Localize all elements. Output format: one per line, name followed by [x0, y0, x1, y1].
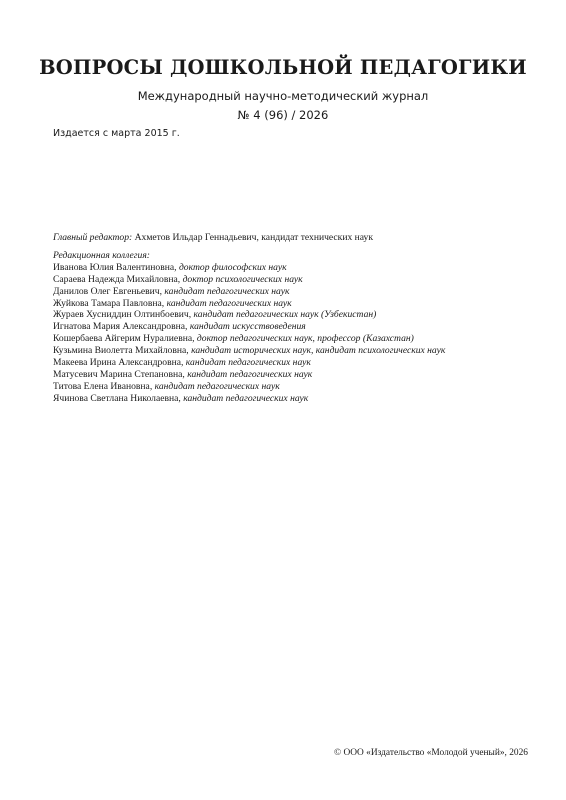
chief-editor-value: Ахметов Ильдар Геннадьевич, кандидат технических наук — [132, 232, 374, 243]
board-member — [53, 309, 523, 321]
member-name: Кузьмина Виолетта Михайловна, — [53, 345, 192, 357]
member-degree: кандидат педагогических наук — [185, 357, 311, 369]
board-member — [53, 333, 523, 345]
board-member — [53, 381, 523, 393]
member-name: Жуйкова Тамара Павловна, — [53, 297, 167, 309]
member-name: Макеева Ирина Александровна, — [53, 357, 186, 369]
board-member — [53, 298, 523, 310]
member-degree: доктор психологических наук — [182, 273, 303, 285]
member-degree: кандидат педагогических наук (Узбекистан) — [193, 309, 377, 321]
board-member — [53, 369, 523, 381]
board-member — [53, 345, 523, 357]
chief-editor — [53, 232, 523, 244]
board-member — [53, 357, 523, 369]
member-degree: кандидат искусствоведения — [189, 321, 306, 333]
member-degree: кандидат педагогических наук — [164, 285, 290, 297]
board-member — [53, 262, 523, 274]
chief-editor-label: Главный редактор: — [53, 232, 133, 243]
editorial-board-heading: Редакционная коллегия: — [53, 249, 150, 261]
board-member — [53, 286, 523, 298]
member-name: Игнатова Мария Александровна, — [53, 321, 190, 333]
issue-number: № 4 (96) / 2026 — [237, 108, 329, 122]
copyright-notice: © ООО «Издательство «Молодой ученый», 2026 — [334, 748, 528, 758]
editorial-section — [53, 232, 523, 405]
journal-title: ВОПРОСЫ ДОШКОЛЬНОЙ ПЕДАГОГИКИ — [39, 56, 527, 79]
board-member — [53, 274, 523, 286]
board-member — [53, 321, 523, 333]
member-name: Матусевич Марина Степановна, — [53, 368, 188, 380]
board-member — [53, 393, 523, 405]
member-degree: кандидат исторических наук, кандидат психологических наук — [191, 345, 446, 357]
member-name: Данилов Олег Евгеньевич, — [53, 285, 165, 297]
member-degree: кандидат педагогических наук — [154, 380, 280, 392]
member-name: Сараева Надежда Михайловна, — [53, 273, 183, 285]
member-name: Ячинова Светлана Николаевна, — [53, 392, 184, 404]
member-degree: кандидат педагогических наук — [183, 392, 309, 404]
member-name: Кошербаева Айгерим Нуралиевна, — [53, 333, 197, 345]
member-degree: доктор философских наук — [178, 261, 287, 273]
journal-subtitle: Международный научно-методический журнал — [137, 89, 429, 103]
member-name: Жураев Хусниддин Олтинбоевич, — [53, 309, 194, 321]
member-name: Иванова Юлия Валентиновна, — [53, 261, 179, 273]
member-degree: кандидат педагогических наук — [166, 297, 292, 309]
member-degree: доктор педагогических наук, профессор (Казахстан) — [196, 333, 414, 345]
member-name: Титова Елена Ивановна, — [53, 380, 155, 392]
member-degree: кандидат педагогических наук — [187, 368, 313, 380]
published-since: Издается с марта 2015 г. — [53, 128, 180, 139]
